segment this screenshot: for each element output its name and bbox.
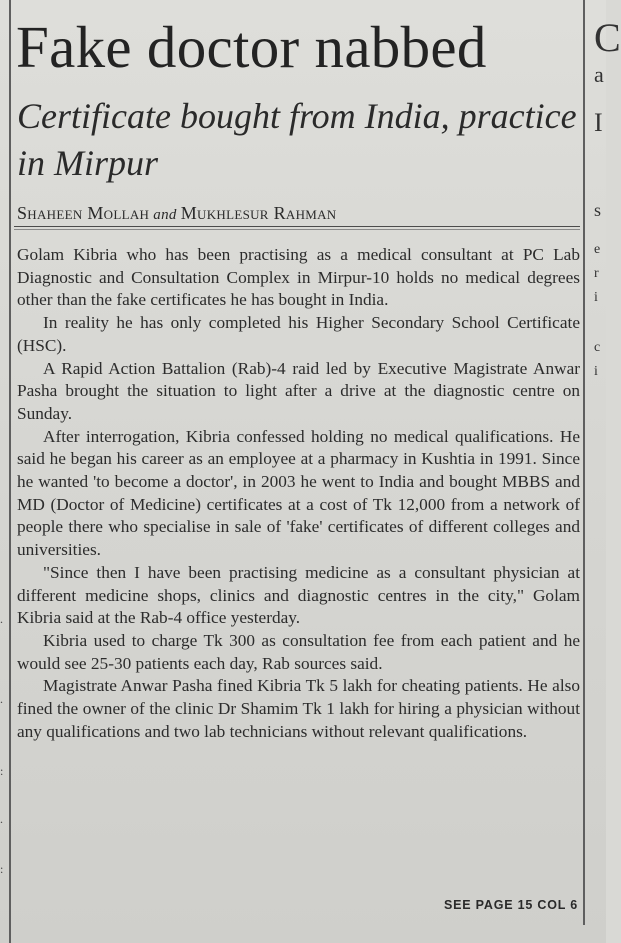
byline-divider-secondary: [14, 229, 580, 230]
byline-author-1: Shaheen Mollah: [17, 203, 150, 223]
paragraph: Golam Kibria who has been practising as a medical consultant at PC Lab Diagnostic and Consultation Complex in Mirpur-10 holds no medical degrees other than the fake certificates he has bought in India.: [17, 245, 580, 310]
article-body: [17, 244, 580, 743]
adjacent-column-fragment: i: [594, 290, 598, 305]
adjacent-column-fragment: r: [594, 266, 599, 281]
paragraph: In reality he has only completed his Higher Secondary School Certificate (HSC).: [17, 313, 580, 355]
paragraph: "Since then I have been practising medicine as a consultant physician at different medicine shops, clinics and diagnostic centres in the city," Golam Kibria said at the Rab-4 office yesterday.: [17, 562, 580, 628]
adjacent-column-fragment: c: [594, 340, 601, 355]
continuation-jump: SEE PAGE 15 COL 6: [443, 898, 578, 912]
headline: Fake doctor nabbed: [16, 14, 487, 80]
paragraph: Magistrate Anwar Pasha fined Kibria Tk 5 lakh for cheating patients. He also fined the owner of the clinic Dr Shamim Tk 1 lakh for hiring a physician without any qualifications and two lab technicians without relevant qualifications.: [17, 676, 580, 741]
paragraph: After interrogation, Kibria confessed holding no medical qualifications. He said he began his career as an employee at a pharmacy in Kushtia in 1991. Since he wanted 'to become a doctor', in 2003 he went to India and bought MBBS and MD (Doctor of Medicine) certificates at a cost of Tk 12,000 from a network of people there who specialise in sale of 'fake' certificates of different colleges and universities.: [17, 426, 580, 560]
paragraph: A Rapid Action Battalion (Rab)-4 raid led by Executive Magistrate Anwar Pasha brought the situation to light after a drive at the diagnostic centre on Sunday.: [17, 358, 580, 423]
next-column-edge: [590, 0, 621, 943]
byline-connector: and: [153, 207, 177, 223]
adjacent-column-fragment: e: [594, 242, 601, 257]
adjacent-column-fragment: C: [594, 15, 621, 60]
previous-column-edge: . . : . :: [0, 612, 4, 876]
right-column-rule: [583, 0, 585, 925]
subheadline: Certificate bought from India, practice in Mirpur: [17, 96, 577, 183]
adjacent-column-fragment: a: [594, 62, 604, 87]
byline-author-2: Mukhlesur Rahman: [180, 203, 337, 223]
adjacent-column-fragment: I: [594, 108, 603, 137]
paragraph: Kibria used to charge Tk 300 as consultation fee from each patient and he would see 25-30 patients each day, Rab sources said.: [17, 630, 580, 673]
left-column-rule: [9, 0, 11, 943]
byline-divider: [14, 226, 580, 227]
adjacent-column-fragment: s: [594, 200, 602, 220]
byline: [17, 203, 337, 224]
adjacent-column-fragment: i: [594, 364, 598, 379]
